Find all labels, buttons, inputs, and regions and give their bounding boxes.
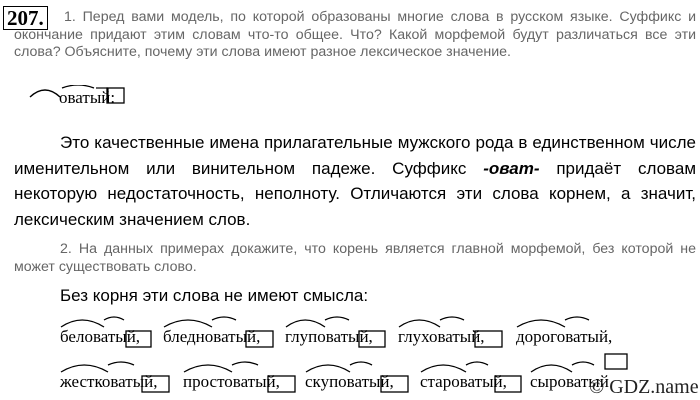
watermark: © GDZ.name xyxy=(589,376,699,398)
answer-1-suffix: -оват- xyxy=(483,158,540,178)
word-item: староватый, xyxy=(420,372,507,391)
word-item: беловатый, xyxy=(60,327,141,346)
task-1-text: 1. Перед вами модель, по которой образованы многие слова в русском языке. Суффикс и окончание придают этим словам что-то общее. Что? Какой морфемой будут различаться все эти слова? Объясните, почему эти слова имеют разное лексическое значение. xyxy=(14,9,696,60)
word-item: бледноватый, xyxy=(163,327,261,346)
task-2-text: 2. На данных примерах докажите, что корень является главной морфемой, без которой не может существовать слово. xyxy=(14,241,696,275)
answer-1-part-2: придаёт словам некоторую недостаточность, неполноту. Отличаются эти слова корнем, а значит, лексическим значением слов. xyxy=(14,158,697,229)
word-item: жестковатый, xyxy=(60,372,158,391)
word-item: дороговатый, xyxy=(516,327,613,346)
task-number: 207. xyxy=(3,6,48,30)
model-word: оватый: xyxy=(59,88,116,107)
word-item: скуповатый, xyxy=(305,372,394,391)
word-item: сыроватый xyxy=(530,372,609,391)
word-item: глуховатый, xyxy=(398,327,485,346)
word-item: простоватый, xyxy=(183,372,280,391)
answer-1-part-1: Это качественные имена прилагательные мужского рода в единственном числе именительном или винительном падеже. Суффикс xyxy=(14,133,696,178)
word-item: глуповатый, xyxy=(285,327,373,346)
answer-2: Без корня эти слова не имеют смысла: xyxy=(60,286,369,305)
